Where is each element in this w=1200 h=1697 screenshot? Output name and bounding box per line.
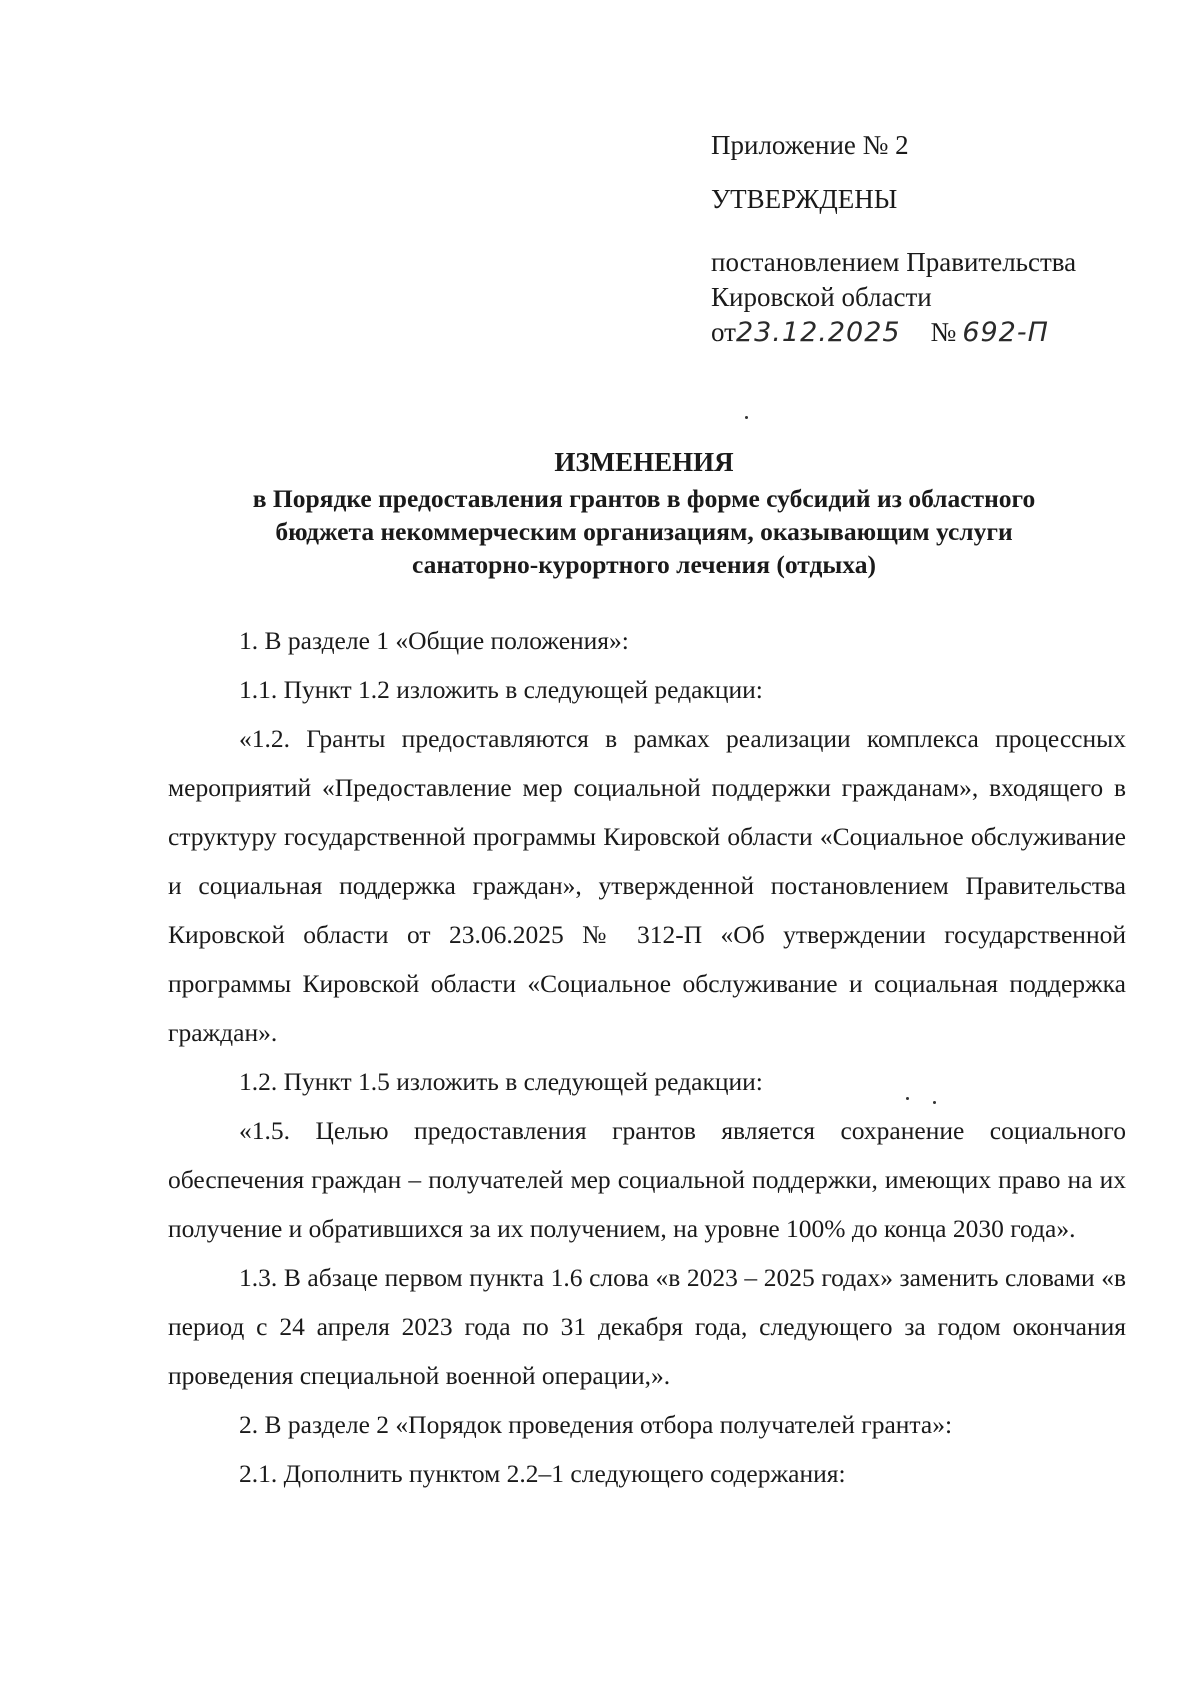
paragraph-quote-1-5: «1.5. Целью предоставления грантов является сохранение социального обеспечения граждан – получателей мер социальной поддержки, имеющих право на их получение и обратившихся за их получением, на уровне 100% до конца 2030 года». <box>168 1116 1126 1243</box>
paragraph-2-1: 2.1. Дополнить пунктом 2.2–1 следующего содержания: <box>239 1459 846 1488</box>
date-prefix: от <box>711 317 736 347</box>
scan-speck <box>906 1097 909 1100</box>
title-main: ИЗМЕНЕНИЯ <box>554 447 734 477</box>
title-line-1: в Порядке предоставления грантов в форме субсидий из областного <box>252 484 1036 513</box>
approved-by-line-1: постановлением Правительства <box>711 247 1077 277</box>
approval-stamp <box>711 128 1171 350</box>
appendix-label: Приложение № 2 <box>711 130 909 160</box>
paragraph-1: 1. В разделе 1 «Общие положения»: <box>239 626 629 655</box>
paragraph-1-3: 1.3. В абзаце первом пункта 1.6 слова «в 2023 – 2025 годах» заменить словами «в период с 24 апреля 2023 года по 31 декабря года, следующего за годом окончания проведения специальной военной операции,». <box>168 1263 1126 1390</box>
handwritten-number: 692-П <box>962 317 1049 348</box>
scan-speck <box>745 416 748 419</box>
title-line-3: санаторно-курортного лечения (отдыха) <box>412 550 876 579</box>
handwritten-date: 23.12.2025 <box>735 317 901 348</box>
document-body <box>168 616 1126 1498</box>
paragraph-1-2: 1.2. Пункт 1.5 изложить в следующей редакции: <box>239 1067 763 1096</box>
resolution-date-line <box>711 315 1171 350</box>
paragraph-1-1: 1.1. Пункт 1.2 изложить в следующей редакции: <box>239 675 763 704</box>
approved-label: УТВЕРЖДЕНЫ <box>711 184 898 214</box>
paragraph-quote-1-2: «1.2. Гранты предоставляются в рамках реализации комплекса процессных мероприятий «Предоставление мер социальной поддержки гражданам», входящего в структуру государственной программы Кировской области «Социальное обслуживание и социальная поддержка граждан», утвержденной постановлением Правительства Кировской области от 23.06.2025 № 312-П «Об утверждении государственной программы Кировской области «Социальное обслуживание и социальная поддержка граждан». <box>168 724 1126 1047</box>
title-line-2: бюджета некоммерческим организациям, оказывающим услуги <box>275 517 1013 546</box>
paragraph-2: 2. В разделе 2 «Порядок проведения отбора получателей гранта»: <box>239 1410 953 1439</box>
document-title <box>160 446 1128 581</box>
approved-by-line-2: Кировской области <box>711 282 932 312</box>
scan-speck <box>933 1101 936 1104</box>
number-prefix: № <box>930 317 957 347</box>
